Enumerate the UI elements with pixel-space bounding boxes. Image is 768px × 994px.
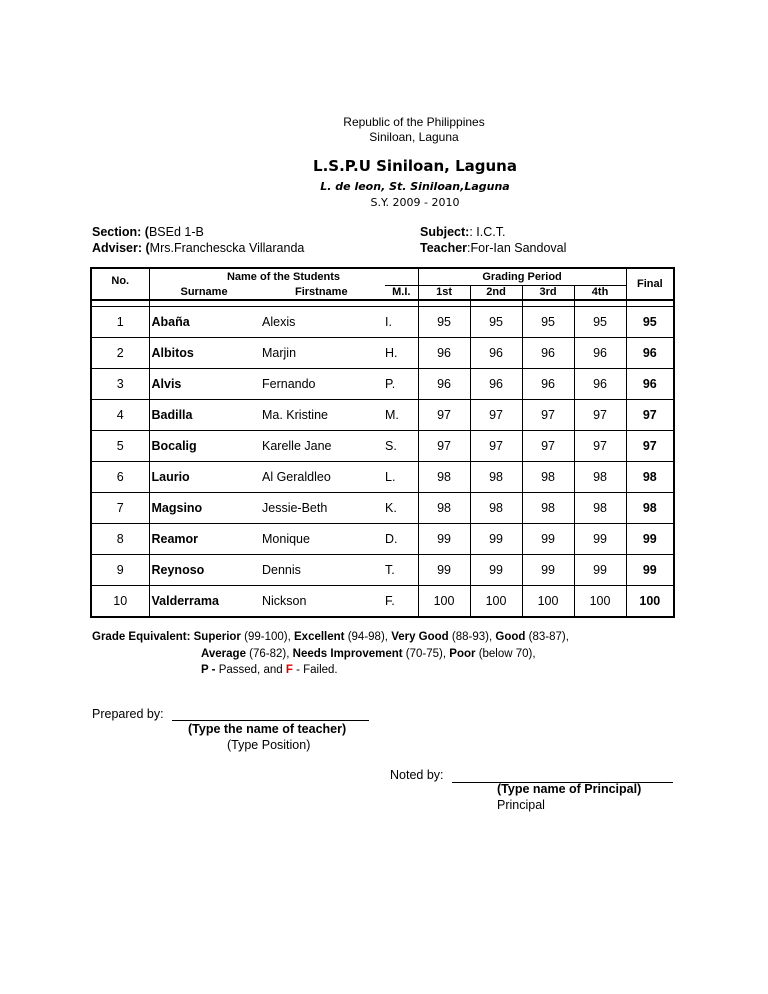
- legend-f-letter: F: [285, 664, 293, 676]
- cell-q3: 95: [522, 306, 574, 337]
- subject-line: [420, 225, 505, 239]
- cell-q1: 96: [418, 337, 470, 368]
- cell-surname: Magsino: [149, 492, 260, 523]
- legend-superior: Superior: [193, 631, 241, 643]
- cell-q1: 99: [418, 523, 470, 554]
- cell-no: 5: [91, 430, 149, 461]
- col-q4-header: 4th: [574, 285, 626, 300]
- section-value: BSEd 1-B: [148, 225, 204, 239]
- table-row: [91, 461, 674, 492]
- teacher-name-placeholder: (Type the name of teacher): [188, 722, 347, 736]
- cell-surname: Bocalig: [149, 430, 260, 461]
- cell-no: 4: [91, 399, 149, 430]
- table-row: [91, 523, 674, 554]
- cell-final: 98: [626, 461, 674, 492]
- cell-q2: 98: [470, 492, 522, 523]
- cell-q3: 97: [522, 430, 574, 461]
- cell-q1: 95: [418, 306, 470, 337]
- adviser-label: Adviser: (: [92, 241, 150, 255]
- principal-position: Principal: [497, 798, 545, 812]
- cell-mi: T.: [385, 554, 418, 585]
- cell-q1: 100: [418, 585, 470, 617]
- school-address: L. de leon, St. Siniloan,Laguna: [320, 180, 510, 193]
- cell-final: 97: [626, 399, 674, 430]
- legend-passed: Passed, and: [218, 664, 283, 676]
- legend-p-letter: P -: [201, 664, 216, 676]
- col-final-header: Final: [626, 268, 674, 300]
- grade-legend-line-3: [201, 662, 338, 678]
- cell-mi: H.: [385, 337, 418, 368]
- cell-final: 95: [626, 306, 674, 337]
- cell-mi: D.: [385, 523, 418, 554]
- cell-final: 96: [626, 368, 674, 399]
- cell-q4: 99: [574, 554, 626, 585]
- cell-firstname: Monique: [260, 523, 385, 554]
- principal-name-placeholder: (Type name of Principal): [497, 782, 642, 796]
- cell-q2: 95: [470, 306, 522, 337]
- adviser-line: [92, 241, 304, 255]
- teacher-position-placeholder: (Type Position): [227, 738, 311, 752]
- cell-q4: 97: [574, 399, 626, 430]
- cell-firstname: Dennis: [260, 554, 385, 585]
- legend-needs-improvement: Needs Improvement: [292, 648, 403, 660]
- teacher-line: [420, 241, 566, 255]
- col-firstname-header: Firstname: [295, 286, 348, 298]
- cell-firstname: Alexis: [260, 306, 385, 337]
- grade-legend-line-2: [201, 646, 536, 662]
- legend-very-good: Very Good: [391, 631, 449, 643]
- cell-q3: 98: [522, 492, 574, 523]
- subject-label: Subject:: [420, 225, 470, 239]
- cell-mi: L.: [385, 461, 418, 492]
- legend-needs-improvement-range: (70-75),: [405, 648, 447, 660]
- col-name-header: Name of the Students: [149, 268, 418, 285]
- grade-legend-line-1: [92, 629, 569, 645]
- legend-label: Grade Equivalent:: [92, 631, 191, 643]
- cell-mi: I.: [385, 306, 418, 337]
- cell-q4: 98: [574, 492, 626, 523]
- cell-final: 99: [626, 523, 674, 554]
- subject-value: : I.C.T.: [469, 225, 506, 239]
- legend-good-range: (83-87),: [528, 631, 569, 643]
- grades-table: [90, 267, 675, 618]
- cell-final: 96: [626, 337, 674, 368]
- cell-no: 6: [91, 461, 149, 492]
- teacher-signature-line: [172, 720, 369, 721]
- teacher-label: Teacher: [420, 241, 468, 255]
- cell-q3: 99: [522, 523, 574, 554]
- col-q2-header: 2nd: [470, 285, 522, 300]
- header-country: Republic of the Philippines: [343, 115, 485, 129]
- col-grading-header: Grading Period: [418, 268, 626, 285]
- cell-firstname: Jessie-Beth: [260, 492, 385, 523]
- cell-firstname: Marjin: [260, 337, 385, 368]
- legend-poor-range: (below 70),: [478, 648, 536, 660]
- cell-q4: 99: [574, 523, 626, 554]
- cell-firstname: Fernando: [260, 368, 385, 399]
- cell-q3: 100: [522, 585, 574, 617]
- col-mi-header: M.I.: [385, 285, 418, 300]
- cell-q2: 96: [470, 337, 522, 368]
- cell-surname: Abaña: [149, 306, 260, 337]
- cell-final: 97: [626, 430, 674, 461]
- cell-mi: S.: [385, 430, 418, 461]
- cell-q2: 96: [470, 368, 522, 399]
- cell-final: 98: [626, 492, 674, 523]
- adviser-value: Mrs.Franchescka Villaranda: [149, 241, 305, 255]
- cell-surname: Reynoso: [149, 554, 260, 585]
- table-row: [91, 306, 674, 337]
- legend-poor: Poor: [449, 648, 476, 660]
- school-year: S.Y. 2009 - 2010: [370, 196, 460, 209]
- header-town: Siniloan, Laguna: [369, 130, 459, 144]
- cell-q1: 99: [418, 554, 470, 585]
- cell-no: 10: [91, 585, 149, 617]
- cell-q2: 97: [470, 430, 522, 461]
- cell-q1: 98: [418, 461, 470, 492]
- table-row: [91, 492, 674, 523]
- section-line: [92, 225, 204, 239]
- cell-q3: 99: [522, 554, 574, 585]
- cell-no: 8: [91, 523, 149, 554]
- cell-q2: 97: [470, 399, 522, 430]
- cell-surname: Alvis: [149, 368, 260, 399]
- cell-q3: 97: [522, 399, 574, 430]
- cell-firstname: Ma. Kristine: [260, 399, 385, 430]
- teacher-value: :For-Ian Sandoval: [467, 241, 567, 255]
- cell-surname: Albitos: [149, 337, 260, 368]
- legend-average-range: (76-82),: [249, 648, 290, 660]
- table-row: [91, 430, 674, 461]
- cell-q2: 100: [470, 585, 522, 617]
- cell-surname: Valderrama: [149, 585, 260, 617]
- cell-mi: K.: [385, 492, 418, 523]
- cell-no: 1: [91, 306, 149, 337]
- cell-q3: 96: [522, 368, 574, 399]
- table-row: [91, 399, 674, 430]
- cell-no: 3: [91, 368, 149, 399]
- legend-good: Good: [495, 631, 526, 643]
- table-row: [91, 368, 674, 399]
- legend-average: Average: [201, 648, 246, 660]
- noted-by-label: Noted by:: [390, 768, 444, 782]
- section-label: Section: (: [92, 225, 149, 239]
- cell-q4: 100: [574, 585, 626, 617]
- cell-q2: 98: [470, 461, 522, 492]
- cell-surname: Badilla: [149, 399, 260, 430]
- cell-q3: 98: [522, 461, 574, 492]
- cell-mi: P.: [385, 368, 418, 399]
- col-surname-header: Surname: [149, 285, 260, 300]
- cell-surname: Laurio: [149, 461, 260, 492]
- cell-no: 7: [91, 492, 149, 523]
- cell-q3: 96: [522, 337, 574, 368]
- cell-firstname: Al Geraldleo: [260, 461, 385, 492]
- cell-mi: M.: [385, 399, 418, 430]
- cell-final: 99: [626, 554, 674, 585]
- cell-no: 9: [91, 554, 149, 585]
- cell-final: 100: [626, 585, 674, 617]
- cell-mi: F.: [385, 585, 418, 617]
- col-q1-header: 1st: [418, 285, 470, 300]
- cell-q2: 99: [470, 523, 522, 554]
- cell-firstname: Karelle Jane: [260, 430, 385, 461]
- cell-surname: Reamor: [149, 523, 260, 554]
- legend-very-good-range: (88-93),: [451, 631, 493, 643]
- col-no-header: No.: [91, 268, 149, 300]
- prepared-by-label: Prepared by:: [92, 707, 164, 721]
- school-name: L.S.P.U Siniloan, Laguna: [313, 157, 517, 175]
- table-row: [91, 585, 674, 617]
- cell-q4: 96: [574, 368, 626, 399]
- legend-superior-range: (99-100),: [244, 631, 291, 643]
- legend-excellent: Excellent: [294, 631, 345, 643]
- table-row: [91, 337, 674, 368]
- cell-q1: 98: [418, 492, 470, 523]
- cell-no: 2: [91, 337, 149, 368]
- cell-q2: 99: [470, 554, 522, 585]
- cell-firstname: Nickson: [260, 585, 385, 617]
- cell-q1: 97: [418, 399, 470, 430]
- col-q3-header: 3rd: [522, 285, 574, 300]
- legend-excellent-range: (94-98),: [347, 631, 388, 643]
- legend-failed: - Failed.: [296, 664, 338, 676]
- cell-q4: 95: [574, 306, 626, 337]
- cell-q1: 96: [418, 368, 470, 399]
- table-row: [91, 554, 674, 585]
- cell-q4: 96: [574, 337, 626, 368]
- cell-q1: 97: [418, 430, 470, 461]
- cell-q4: 97: [574, 430, 626, 461]
- cell-q4: 98: [574, 461, 626, 492]
